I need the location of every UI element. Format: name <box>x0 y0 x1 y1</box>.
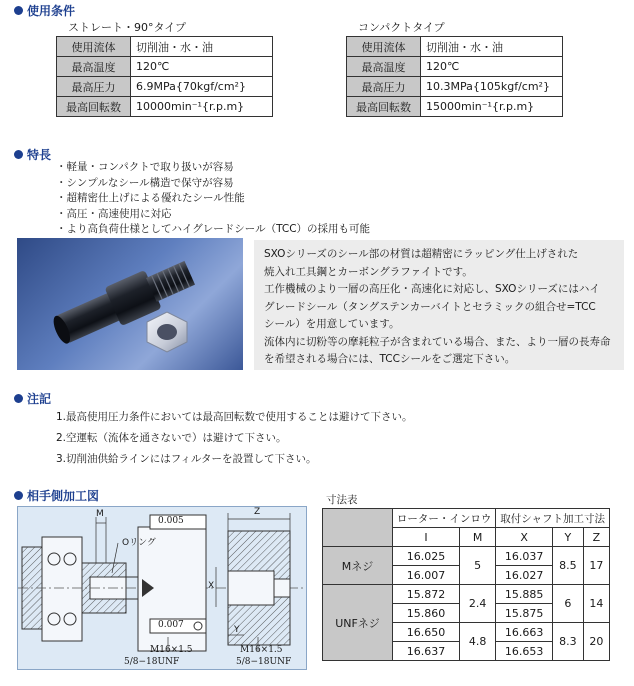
description-line: シール）を用意しています。 <box>264 318 400 330</box>
row-header: UNFネジ <box>323 585 393 661</box>
table-row <box>323 509 610 528</box>
spec-label: 最高回転数 <box>347 97 421 117</box>
table-row <box>347 77 563 97</box>
description-line: を希望される場合には、TCCシールをご選定下さい。 <box>264 353 516 365</box>
table-cell: 6 <box>553 585 584 623</box>
feature-description <box>254 240 624 370</box>
notes-section-title <box>14 390 51 407</box>
list-item: ・より高負荷仕様としてハイグレードシール（TCC）の採用も可能 <box>56 223 371 235</box>
spec-value: 6.9MPa{70kgf/cm²} <box>131 77 273 97</box>
table-row <box>347 37 563 57</box>
spec-label: 使用流体 <box>57 37 131 57</box>
table-cell: 16.653 <box>496 642 553 661</box>
list-item: ・軽量・コンパクトで取り扱いが容易 <box>56 161 234 173</box>
description-line: SXOシリーズのシール部の材質は超精密にラッピング仕上げされた <box>264 248 579 260</box>
notes-title: 注記 <box>27 392 52 406</box>
table-cell: 20 <box>583 623 609 661</box>
dim-label-x: X <box>208 581 215 591</box>
table-row <box>57 97 273 117</box>
table-cell: 15.875 <box>496 604 553 623</box>
row-header: Mネジ <box>323 547 393 585</box>
table-cell: 2.4 <box>460 585 496 623</box>
dimension-table <box>322 508 610 661</box>
features-title: 特長 <box>27 148 52 162</box>
product-photo <box>17 238 243 370</box>
table-cell: 16.037 <box>496 547 553 566</box>
table-row <box>347 97 563 117</box>
table-corner <box>323 509 393 547</box>
column-header: M <box>460 528 496 547</box>
table-cell: 15.872 <box>393 585 460 604</box>
table-cell: 16.663 <box>496 623 553 642</box>
usage-section-title <box>14 2 75 19</box>
table-cell: 16.007 <box>393 566 460 585</box>
features-list <box>56 160 370 238</box>
spec-value: 15000min⁻¹{r.p.m} <box>421 97 563 117</box>
usage-title: 使用条件 <box>27 4 76 18</box>
column-group-header: 取付シャフト加工寸法 <box>496 509 610 528</box>
table-cell: 16.637 <box>393 642 460 661</box>
column-header: I <box>393 528 460 547</box>
table-cell: 5 <box>460 547 496 585</box>
table-cell: 14 <box>583 585 609 623</box>
spec-value: 120℃ <box>131 57 273 77</box>
dim-label-m: M <box>96 509 104 519</box>
thread-label: 5/8−18UNF <box>124 657 180 667</box>
table-cell: 16.025 <box>393 547 460 566</box>
spec-label: 最高温度 <box>347 57 421 77</box>
spec-label: 最高圧力 <box>57 77 131 97</box>
spec-value: 10000min⁻¹{r.p.m} <box>131 97 273 117</box>
table-row <box>323 585 610 604</box>
straight-spec-table <box>56 36 273 117</box>
rotary-joint-photo-icon <box>17 238 243 370</box>
column-header: Z <box>583 528 609 547</box>
list-item: 3.切削油供給ラインにはフィルターを設置して下さい。 <box>56 453 317 465</box>
table-row <box>347 57 563 77</box>
column-header: X <box>496 528 553 547</box>
bullet-dot-icon <box>14 394 23 403</box>
table-cell: 17 <box>583 547 609 585</box>
mating-part-drawing <box>17 506 307 670</box>
description-line: グレードシール（タングステンカーバイトとセラミックの組合せ=TCC <box>264 300 596 313</box>
spec-label: 使用流体 <box>347 37 421 57</box>
table-row <box>57 77 273 97</box>
table-cell: 16.027 <box>496 566 553 585</box>
thread-label: M16×1.5 <box>240 645 283 655</box>
description-line: 流体内に切粉等の摩耗粒子が含まれている場合、また、より一層の長寿命 <box>264 335 611 348</box>
notes-list <box>56 407 413 470</box>
spec-value: 10.3MPa{105kgf/cm²} <box>421 77 563 97</box>
list-item: ・高圧・高速使用に対応 <box>56 207 172 220</box>
thread-label: 5/8−18UNF <box>236 657 292 667</box>
table-cell: 8.5 <box>553 547 584 585</box>
list-item: ・超精密仕上げによる優れたシール性能 <box>56 192 245 204</box>
dimension-table-title: 寸法表 <box>326 494 358 506</box>
list-item: 1.最高使用圧力条件においては最高回転数で使用することは避けて下さい。 <box>56 411 413 423</box>
drawing-section-title <box>14 487 99 504</box>
spec-label: 最高温度 <box>57 57 131 77</box>
spec-label: 最高回転数 <box>57 97 131 117</box>
straight-subtitle: ストレート・90°タイプ <box>68 21 186 34</box>
thread-label: M16×1.5 <box>150 645 193 655</box>
compact-spec-table <box>346 36 563 117</box>
description-line: 工作機械のより一層の高圧化・高速化に対応し、SXOシリーズにはハイ <box>264 283 600 295</box>
spec-value: 切削油・水・油 <box>131 37 273 57</box>
oring-label: Oリング <box>122 538 156 548</box>
features-section-title <box>14 146 51 163</box>
bullet-dot-icon <box>14 150 23 159</box>
drawing-title: 相手側加工図 <box>27 489 100 503</box>
bullet-dot-icon <box>14 6 23 15</box>
spec-value: 120℃ <box>421 57 563 77</box>
tolerance-label: 0.005 <box>158 516 184 526</box>
column-group-header: ローター・インロウ <box>393 509 496 528</box>
table-row <box>57 37 273 57</box>
list-item: 2.空運転（流体を通さないで）は避けて下さい。 <box>56 432 287 444</box>
description-line: 焼入れ工具鋼とカーボングラファイトです。 <box>264 265 473 278</box>
table-cell: 4.8 <box>460 623 496 661</box>
table-cell: 15.885 <box>496 585 553 604</box>
compact-subtitle: コンパクトタイプ <box>358 21 445 34</box>
spec-value: 切削油・水・油 <box>421 37 563 57</box>
spec-label: 最高圧力 <box>347 77 421 97</box>
table-cell: 16.650 <box>393 623 460 642</box>
dim-label-y: Y <box>234 625 240 635</box>
table-row <box>323 547 610 566</box>
table-row <box>57 57 273 77</box>
dim-label-z: Z <box>254 507 261 517</box>
tolerance-label: 0.007 <box>158 620 184 630</box>
bullet-dot-icon <box>14 491 23 500</box>
list-item: ・シンプルなシール構造で保守が容易 <box>56 176 234 189</box>
column-header: Y <box>553 528 584 547</box>
table-cell: 8.3 <box>553 623 584 661</box>
table-cell: 15.860 <box>393 604 460 623</box>
